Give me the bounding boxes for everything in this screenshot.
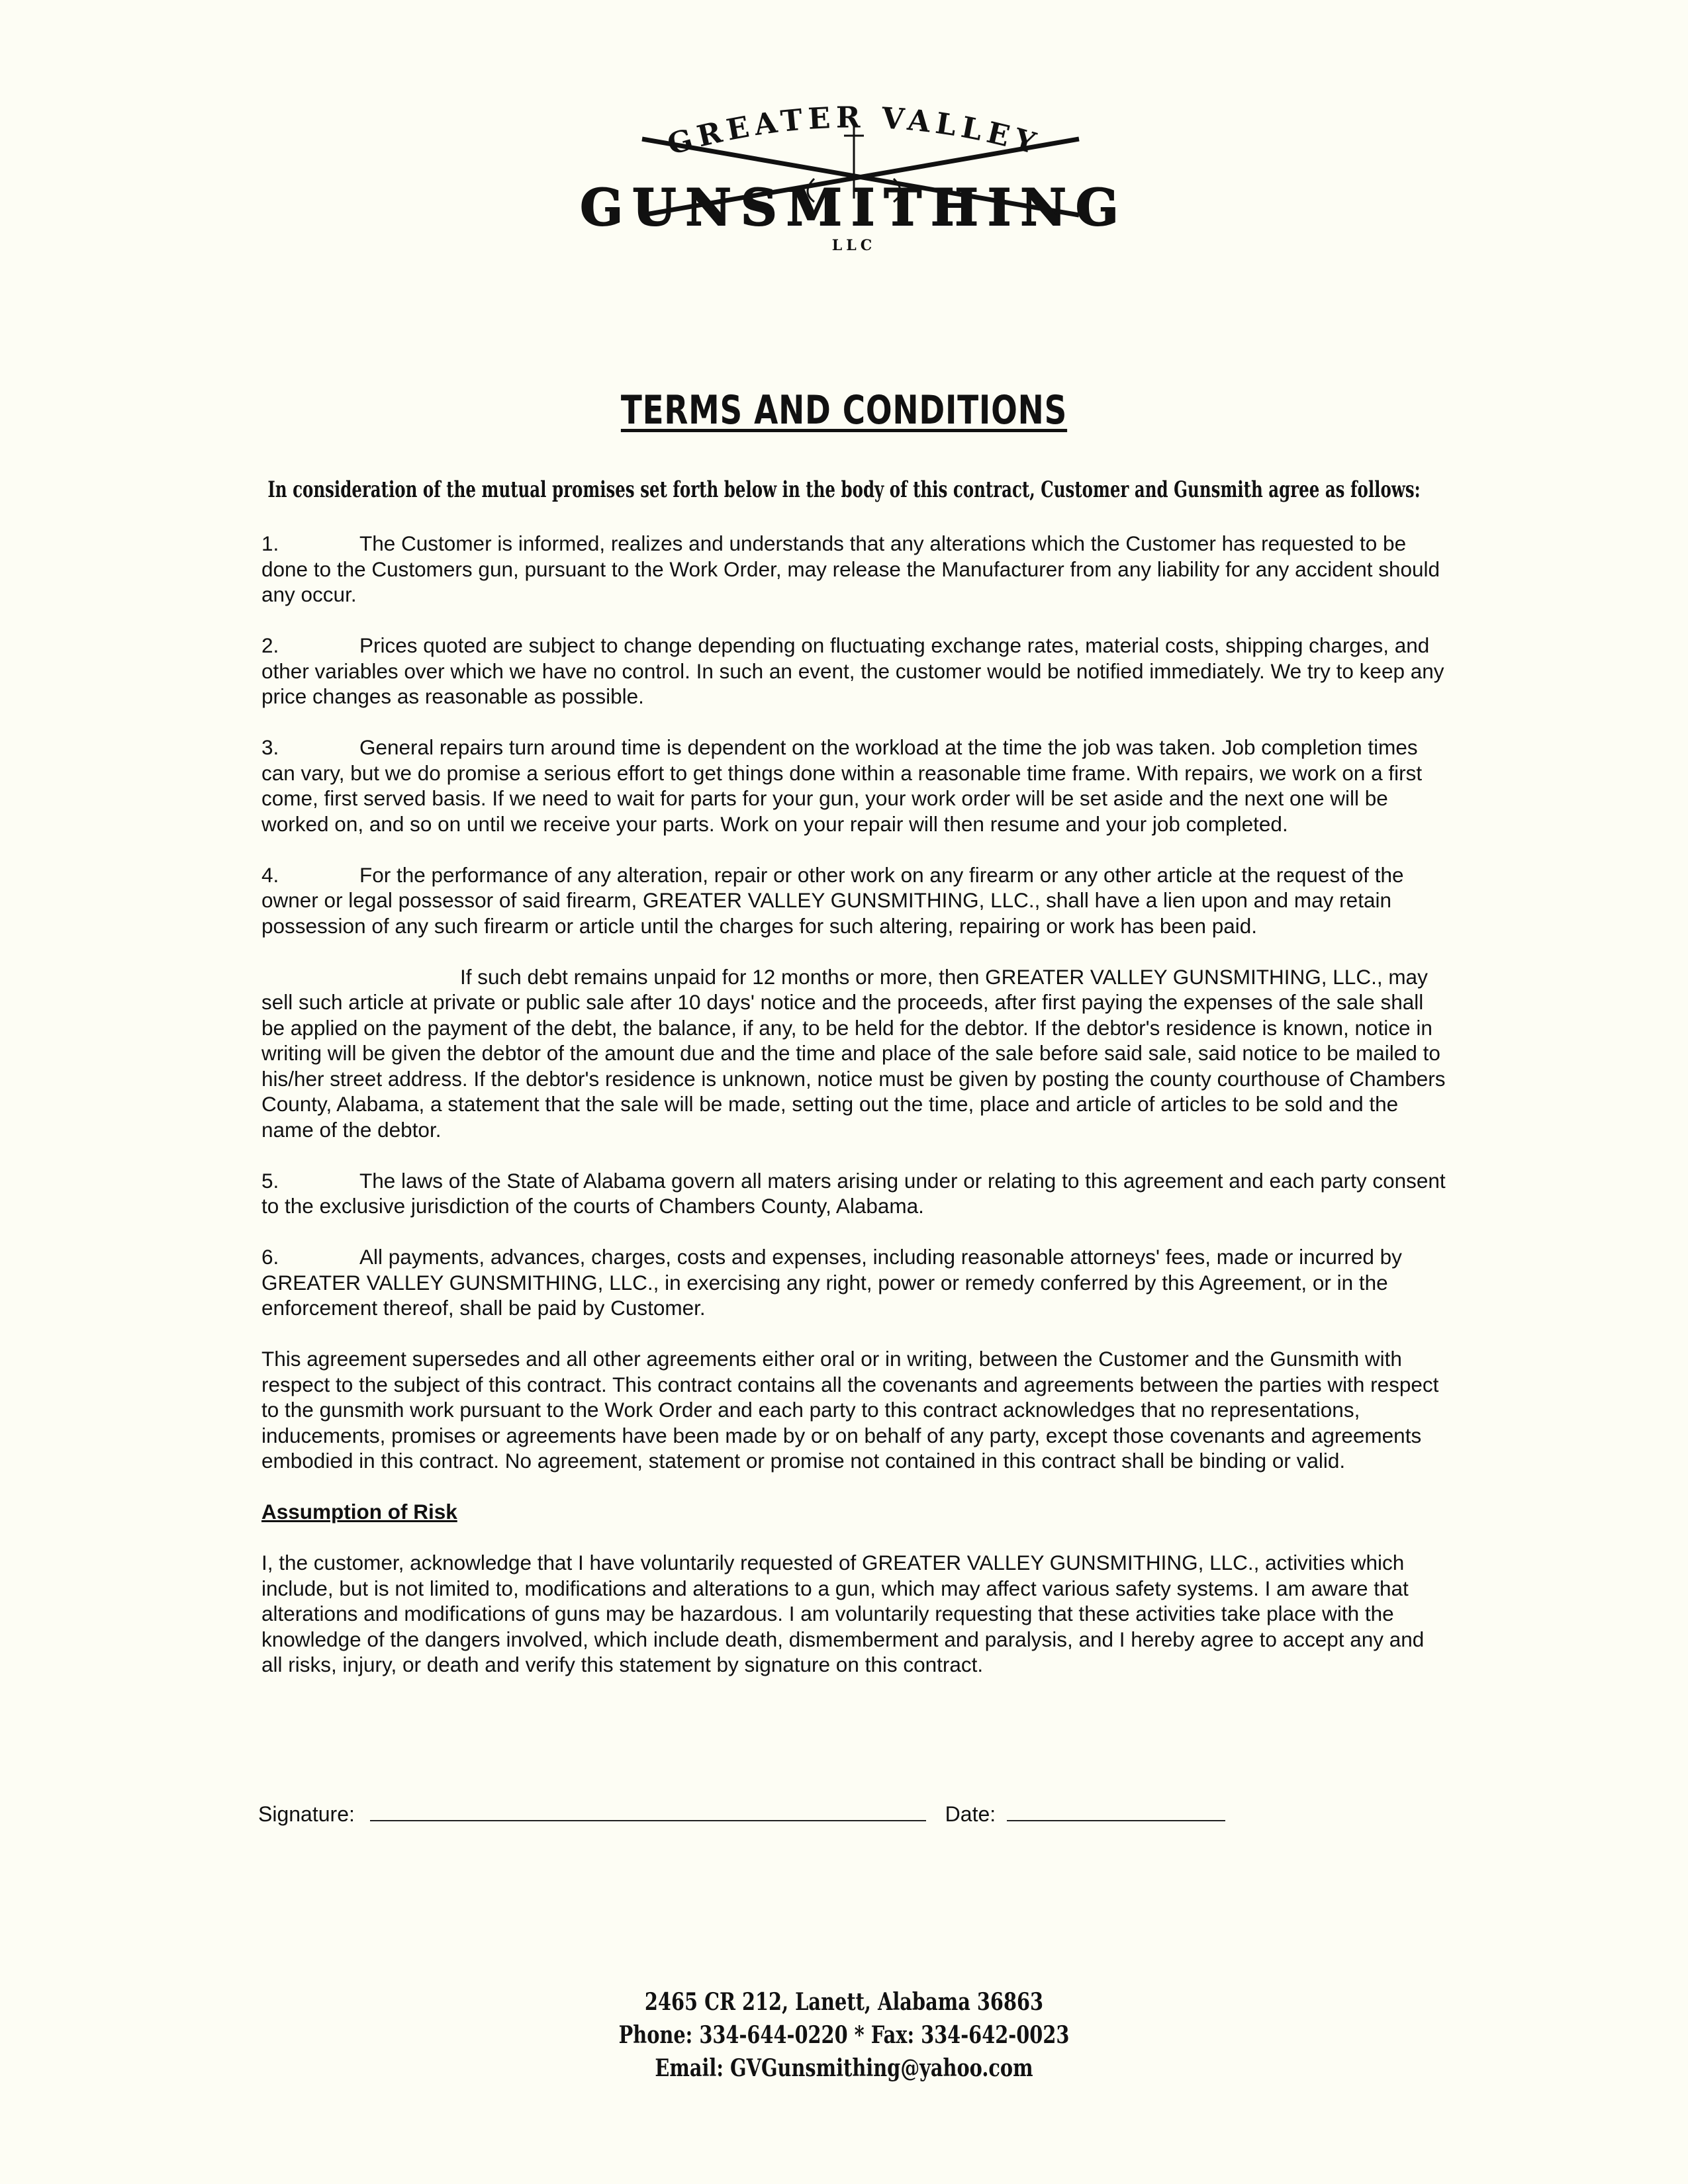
clause-2: [261, 633, 1450, 709]
supersede-paragraph: This agreement supersedes and all other agreements either oral or in writing, between the Customer and the Gunsmith with respect to the subject of this contract. This contract contains all the covenants and agreements between the parties with respect to the gunsmith work pursuant to the Work Order and each party to this contract acknowledges that no representations, inducements, promises or agreements have been made by or on behalf of any party, except those covenants and agreements embodied in this contract. No agreement, statement or promise not contained in this contract shall be binding or valid.: [261, 1347, 1439, 1473]
clause-4-continued: [261, 964, 1450, 1143]
clause-text: The Customer is informed, realizes and understands that any alterations which the Customer has requested to be done to the Customers gun, pursuant to the Work Order, may release the Manufacturer from any liability for any accident should any occur.: [261, 531, 1440, 606]
logo-main-text: GUNSMITHING: [580, 178, 1128, 237]
clause-number: 4.: [261, 862, 279, 887]
footer-address: 2465 CR 212, Lanett, Alabama 36863: [644, 1988, 1044, 2016]
clause-4: [261, 862, 1450, 939]
clause-number: 6.: [261, 1245, 279, 1269]
clause-number: 3.: [261, 735, 279, 759]
date-label: Date:: [945, 1802, 996, 1826]
clause-text: For the performance of any alteration, repair or other work on any firearm or any other article at the request of the owner or legal possessor of said firearm, GREATER VALLEY GUNSMITHING, LLC., shall have a lien upon and may retain possession of any such firearm or article until the charges for such altering, repairing or work has been paid.: [261, 862, 1404, 938]
signature-label: Signature:: [258, 1802, 355, 1826]
page-title: TERMS AND CONDITIONS: [620, 387, 1068, 433]
date-line[interactable]: [1007, 1800, 1225, 1821]
clause-number: 5.: [261, 1168, 279, 1193]
clause-text: If such debt remains unpaid for 12 months or more, then GREATER VALLEY GUNSMITHING, LLC., may sell such article at private or public sale after 10 days' notice and the proceeds, after first paying the expenses of the sale shall be applied on the payment of the debt, the balance, if any, to be held for the debtor. If the debtor's residence is known, notice in writing will be given the debtor of the amount due and the time and place of the sale before said sale, said notice to be mailed to his/her street address. If the debtor's residence is unknown, notice must be given by posting the county courthouse of Chambers County, Alabama, a statement that the sale will be made, setting out the time, place and article of articles to be sold and the name of the debtor.: [261, 964, 1446, 1142]
clause-1: [261, 531, 1450, 608]
signature-line[interactable]: [370, 1800, 926, 1821]
clause-3: [261, 735, 1450, 837]
signature-row: [258, 1800, 1225, 1827]
clause-text: All payments, advances, charges, costs and expenses, including reasonable attorneys' fees, made or incurred by GREATER VALLEY GUNSMITHING, LLC., in exercising any right, power or remedy conferred by this Agreement, or in the enforcement thereof, shall be paid by Customer.: [261, 1245, 1402, 1320]
contact-footer: [169, 1985, 1519, 2085]
footer-phone-fax: Phone: 334-644-0220 * Fax: 334-642-0023: [618, 2021, 1070, 2049]
footer-email: Email: GVGunsmithing@yahoo.com: [655, 2054, 1033, 2082]
clause-text: General repairs turn around time is dependent on the workload at the time the job was taken. Job completion times can vary, but we do promise a serious effort to get things done within a reasonable time frame. With repairs, we work on a first come, first served basis. If we need to wait for parts for your gun, your work order will be set aside and the next one will be worked on, and so on until we receive your parts. Work on your repair will then resume and your job completed.: [261, 735, 1423, 836]
risk-paragraph: I, the customer, acknowledge that I have voluntarily requested of GREATER VALLEY GUNSMITHING, LLC., activities which include, but is not limited to, modifications and alterations to a gun, which may affect various safety systems. I am aware that alterations and modifications of guns may be hazardous. I am voluntarily requesting that these activities take place with the knowledge of the dangers involved, which include death, dismemberment and paralysis, and I hereby agree to accept any and all risks, injury, or death and verify this statement by signature on this contract.: [261, 1551, 1425, 1676]
logo-sub-text: LLC: [831, 237, 876, 254]
clause-6: [261, 1244, 1450, 1321]
risk-heading: Assumption of Risk: [261, 1500, 457, 1524]
intro-statement: In consideration of the mutual promises set forth below in the body of this contract, Customer and Gunsmith agree as follows:: [267, 477, 1421, 503]
clause-number: 2.: [261, 633, 279, 657]
clause-text: The laws of the State of Alabama govern all maters arising under or relating to this agreement and each party consent to the exclusive jurisdiction of the courts of Chambers County, Alabama.: [261, 1168, 1446, 1218]
clause-number: 1.: [261, 531, 279, 555]
logo-top-text: GREATER VALLEY: [663, 101, 1045, 162]
terms-body: [261, 531, 1450, 1703]
company-logo: [549, 99, 1158, 258]
clause-text: Prices quoted are subject to change depending on fluctuating exchange rates, material costs, shipping charges, and other variables over which we have no control. In such an event, the customer would be notified immediately. We try to keep any price changes as reasonable as possible.: [261, 633, 1444, 708]
clause-5: [261, 1168, 1450, 1219]
